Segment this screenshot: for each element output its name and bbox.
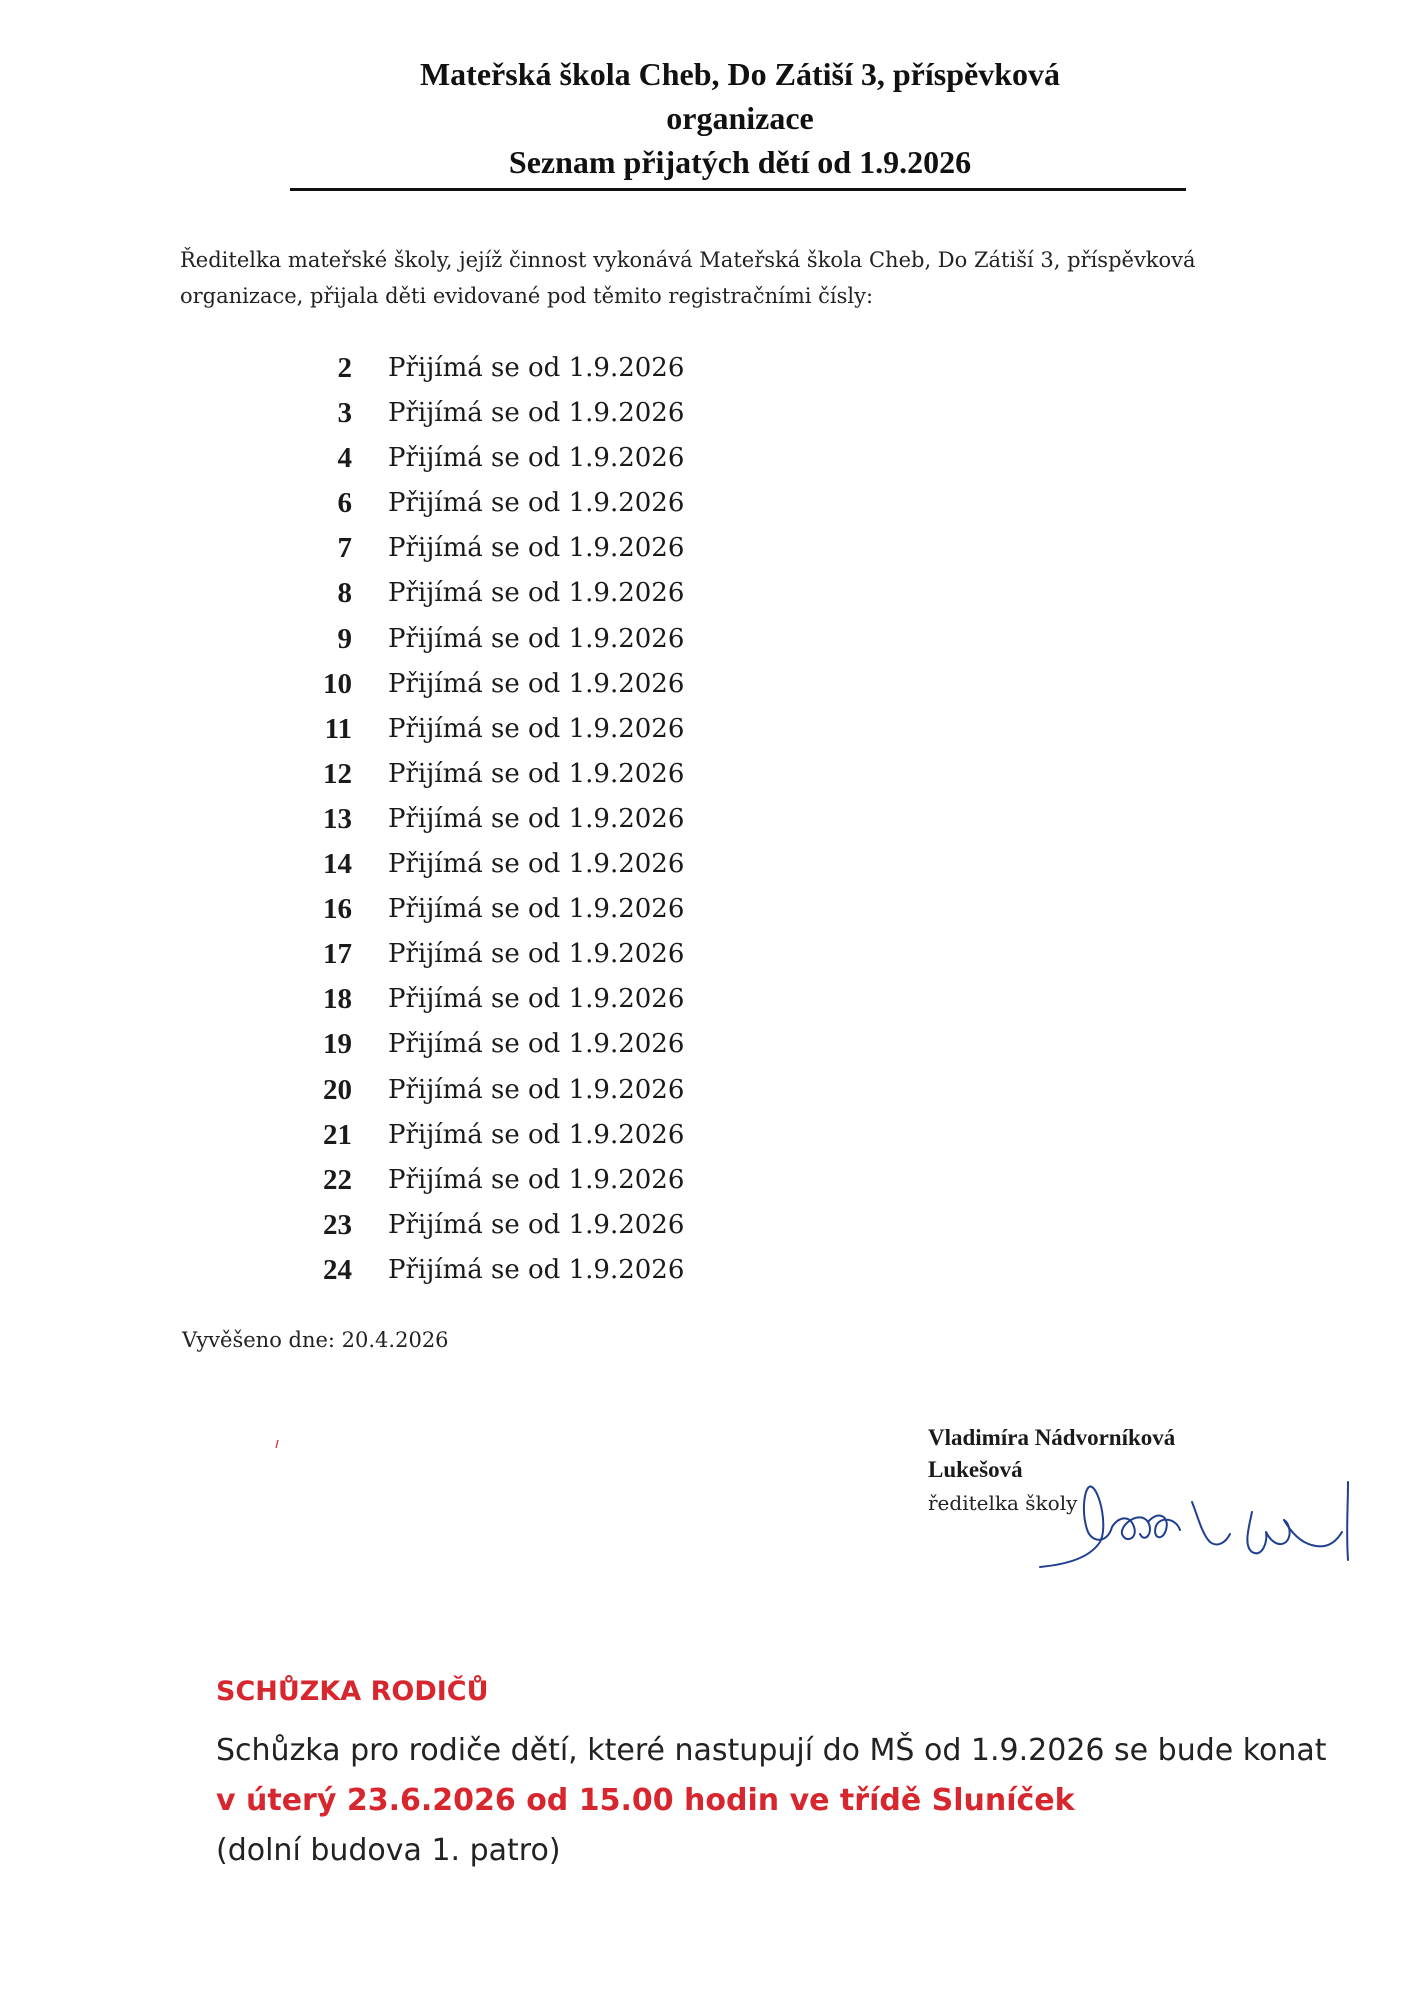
admission-status: Přijímá se od 1.9.2026 bbox=[388, 578, 685, 609]
admission-row bbox=[300, 481, 800, 526]
registration-number: 16 bbox=[323, 893, 352, 926]
signer-name-line2: Lukešová bbox=[928, 1457, 1023, 1482]
admission-status: Přijímá se od 1.9.2026 bbox=[388, 353, 685, 383]
admission-list bbox=[300, 346, 800, 1293]
meeting-text bbox=[216, 1726, 1346, 1876]
posted-date: Vyvěšeno dne: 20.4.2026 bbox=[182, 1328, 449, 1352]
admission-row bbox=[300, 526, 800, 571]
admission-row bbox=[300, 1022, 800, 1067]
admission-status: Přijímá se od 1.9.2026 bbox=[388, 1029, 685, 1060]
registration-number: 13 bbox=[323, 802, 352, 835]
admission-status: Přijímá se od 1.9.2026 bbox=[388, 803, 685, 834]
admission-row bbox=[300, 617, 800, 662]
admission-status: Přijímá se od 1.9.2026 bbox=[388, 1074, 685, 1105]
registration-number: 14 bbox=[323, 848, 352, 881]
admission-row bbox=[300, 436, 800, 481]
admission-status: Přijímá se od 1.9.2026 bbox=[388, 1254, 685, 1285]
admission-status: Přijímá se od 1.9.2026 bbox=[388, 398, 685, 429]
admission-status: Přijímá se od 1.9.2026 bbox=[388, 849, 685, 880]
registration-number: 9 bbox=[337, 622, 352, 655]
header-line-organization: organizace bbox=[666, 100, 814, 136]
meeting-location-note: (dolní budova 1. patro) bbox=[216, 1833, 561, 1868]
intro-paragraph: Ředitelka mateřské školy, jejíž činnost vykonává Mateřská škola Cheb, Do Zátiší 3, příspěvková organizace, přijala děti evidované pod těmito registračními čísly: bbox=[180, 248, 1196, 308]
admission-row bbox=[300, 932, 800, 977]
parent-meeting-notice bbox=[216, 1672, 1346, 1876]
admission-row bbox=[300, 1203, 800, 1248]
admission-status: Přijímá se od 1.9.2026 bbox=[388, 713, 685, 744]
admission-row bbox=[300, 1158, 800, 1203]
registration-number: 7 bbox=[337, 532, 352, 565]
registration-number: 18 bbox=[323, 983, 352, 1016]
admission-status: Přijímá se od 1.9.2026 bbox=[388, 623, 685, 654]
registration-number: 12 bbox=[323, 757, 352, 790]
admission-row bbox=[300, 1248, 800, 1293]
registration-number: 6 bbox=[337, 487, 352, 520]
stray-mark bbox=[274, 1434, 280, 1444]
registration-number: 11 bbox=[324, 712, 352, 745]
registration-number: 20 bbox=[323, 1073, 352, 1106]
registration-number: 21 bbox=[323, 1118, 352, 1151]
admission-row bbox=[300, 887, 800, 932]
registration-number: 4 bbox=[337, 442, 352, 475]
admission-status: Přijímá se od 1.9.2026 bbox=[388, 1164, 685, 1195]
registration-number: 24 bbox=[323, 1253, 352, 1286]
admission-row bbox=[300, 662, 800, 707]
admission-row bbox=[300, 1113, 800, 1158]
admission-status: Přijímá se od 1.9.2026 bbox=[388, 1209, 685, 1240]
title-underline bbox=[290, 188, 1186, 191]
meeting-date-highlight: v úterý 23.6.2026 od 15.00 hodin ve třídě Sluníček bbox=[216, 1783, 1075, 1818]
registration-number: 8 bbox=[337, 577, 352, 610]
admission-row bbox=[300, 571, 800, 616]
admission-status: Přijímá se od 1.9.2026 bbox=[388, 668, 685, 699]
handwritten-signature bbox=[1030, 1472, 1360, 1592]
admission-status: Přijímá se od 1.9.2026 bbox=[388, 984, 685, 1015]
registration-number: 17 bbox=[323, 938, 352, 971]
registration-number: 10 bbox=[323, 667, 352, 700]
admission-row bbox=[300, 752, 800, 797]
document-header bbox=[290, 52, 1190, 184]
admission-row bbox=[300, 842, 800, 887]
admission-row bbox=[300, 707, 800, 752]
admission-status: Přijímá se od 1.9.2026 bbox=[388, 533, 685, 564]
registration-number: 3 bbox=[337, 397, 352, 430]
registration-number: 22 bbox=[323, 1163, 352, 1196]
signer-role: ředitelka školy bbox=[928, 1491, 1078, 1515]
document-title: Seznam přijatých dětí od 1.9.2026 bbox=[508, 144, 972, 180]
meeting-title: SCHŮZKA RODIČŮ bbox=[216, 1676, 489, 1707]
admission-row bbox=[300, 1068, 800, 1113]
registration-number: 19 bbox=[323, 1028, 352, 1061]
admission-status: Přijímá se od 1.9.2026 bbox=[388, 443, 685, 474]
admission-row bbox=[300, 977, 800, 1022]
admission-row bbox=[300, 797, 800, 842]
admission-row bbox=[300, 391, 800, 436]
admission-status: Přijímá se od 1.9.2026 bbox=[388, 939, 685, 970]
admission-status: Přijímá se od 1.9.2026 bbox=[388, 488, 685, 519]
admission-status: Přijímá se od 1.9.2026 bbox=[388, 894, 685, 925]
admission-status: Přijímá se od 1.9.2026 bbox=[388, 1119, 685, 1150]
meeting-text-intro: Schůzka pro rodiče dětí, které nastupují do MŠ od 1.9.2026 se bude konat bbox=[216, 1733, 1327, 1768]
registration-number: 23 bbox=[323, 1208, 352, 1241]
admission-row bbox=[300, 346, 800, 391]
signer-name-line1: Vladimíra Nádvorníková bbox=[928, 1425, 1176, 1450]
header-line-school: Mateřská škola Cheb, Do Zátiší 3, příspěvková bbox=[419, 56, 1061, 92]
admission-status: Přijímá se od 1.9.2026 bbox=[388, 758, 685, 789]
registration-number: 2 bbox=[337, 352, 352, 384]
